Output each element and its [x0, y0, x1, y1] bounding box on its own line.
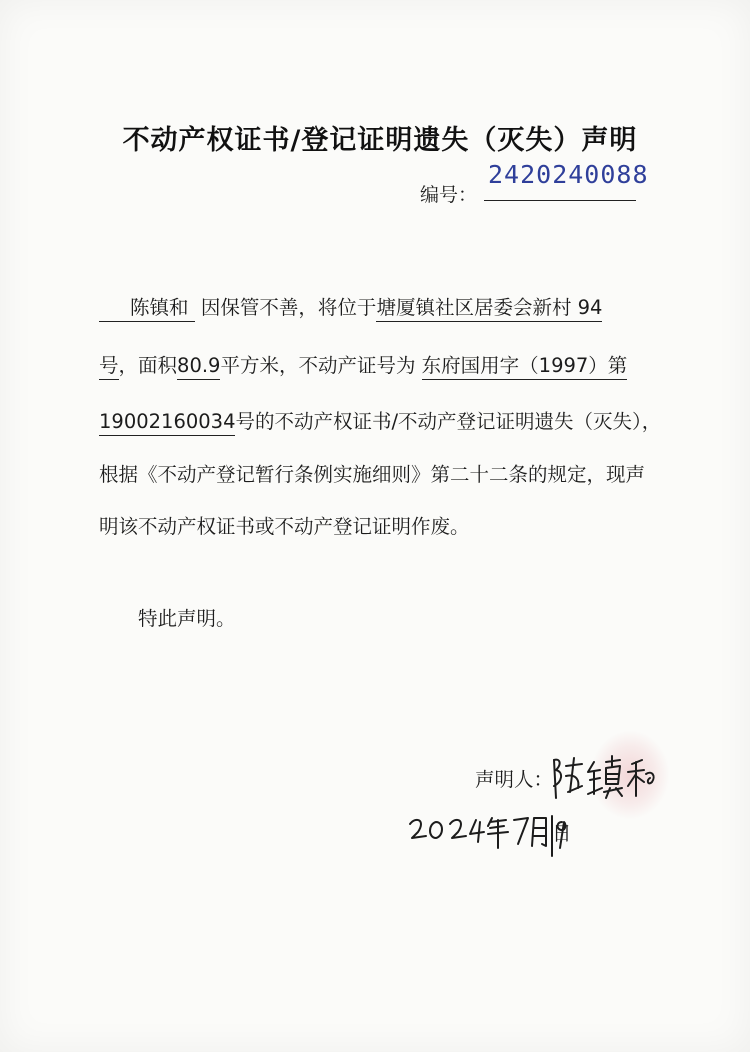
certificate-number-2: 19002160034	[99, 410, 235, 436]
body-text-1: 因保管不善，将位于	[200, 296, 377, 319]
page-title: 不动产权证书/登记证明遗失（灭失）声明	[122, 125, 638, 156]
property-location-1: 塘厦镇社区居委会新村 94	[376, 296, 602, 322]
body-line-5: 明该不动产权证书或不动产登记证明作废。	[99, 515, 470, 538]
number-value: 2420240088	[488, 160, 649, 189]
body-line-4: 根据《不动产登记暂行条例实施细则》第二十二条的规定，现声	[99, 463, 646, 486]
body-text-4: 号的不动产权证书/不动产登记证明遗失（灭失），	[235, 410, 662, 433]
body-line-3	[99, 412, 669, 432]
handwritten-date	[404, 808, 574, 858]
property-area: 80.9	[177, 354, 220, 380]
body-line-2	[99, 356, 669, 376]
number-underline	[484, 200, 636, 201]
property-location-2: 号	[99, 354, 119, 380]
body-text-3: 平方米，不动产证号为	[220, 354, 416, 377]
declarant-name: 陈镇和	[99, 296, 195, 322]
body-line-1	[99, 298, 669, 318]
handwritten-signature	[548, 752, 658, 802]
date-char-ri: 日	[552, 822, 572, 845]
document-number-row	[420, 160, 650, 204]
certificate-number-1: 东府国用字（1997）第	[422, 354, 628, 380]
declarant-label: 声明人：	[475, 768, 554, 791]
closing-text: 特此声明。	[138, 607, 236, 630]
body-text-2: ，面积	[118, 354, 178, 377]
number-label: 编号：	[420, 184, 478, 206]
